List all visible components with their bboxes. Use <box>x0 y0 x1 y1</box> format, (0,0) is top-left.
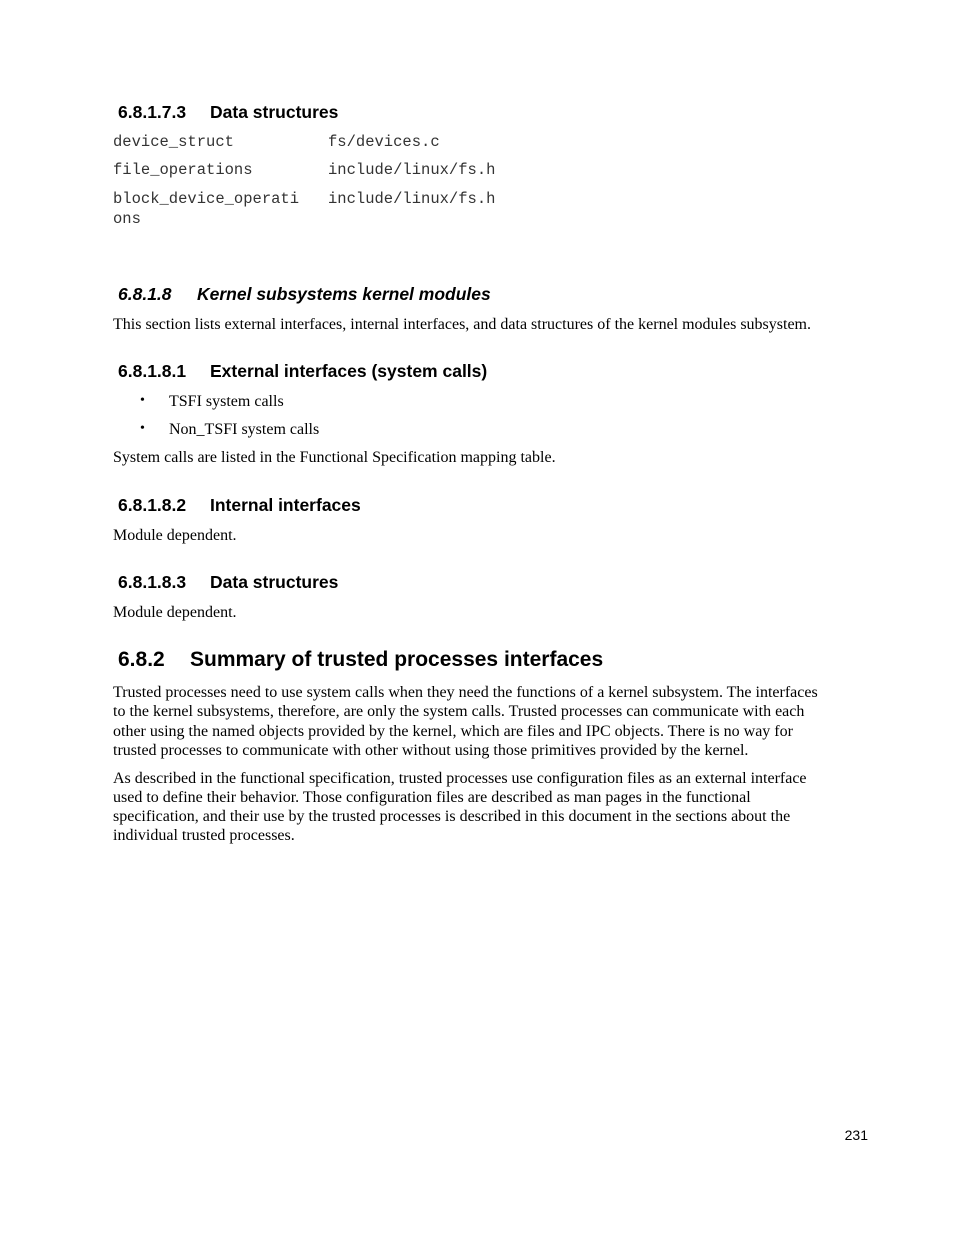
list-item: Non_TSFI system calls <box>169 421 320 438</box>
section-title: Internal interfaces <box>210 495 361 515</box>
paragraph-line: Trusted processes need to use system calls when they need the functions of a kernel subsystem. The interfaces <box>113 684 818 701</box>
section-title: Summary of trusted processes interfaces <box>190 648 604 671</box>
section-number: 6.8.1.8.2 <box>118 495 187 515</box>
paragraph-line: As described in the functional specification, trusted processes use configuration files as an external interface <box>113 770 807 787</box>
struct-file: include/linux/fs.h <box>328 190 496 208</box>
section-title: Kernel subsystems kernel modules <box>197 284 491 304</box>
struct-name: file_operations <box>113 161 253 179</box>
struct-name: block_device_operati ons <box>113 190 300 228</box>
paragraph-line: to the kernel subsystems, therefore, are only the system calls. Trusted processes can communicate with each <box>113 703 805 720</box>
bullet-icon: • <box>140 393 145 408</box>
bullet-icon: • <box>140 421 145 436</box>
paragraph-line: individual trusted processes. <box>113 827 295 844</box>
section-number: 6.8.1.8.1 <box>118 361 187 381</box>
section-title: External interfaces (system calls) <box>210 361 488 381</box>
struct-name: device_struct <box>113 133 234 151</box>
section-intro: This section lists external interfaces, internal interfaces, and data structures of the kernel modules subsystem. <box>113 316 811 333</box>
heading-6-8-1-7-3 <box>118 102 338 123</box>
heading-6-8-1-8-2 <box>118 495 361 516</box>
paragraph-line: trusted processes to communicate with other without using those primitives provided by the kernel. <box>113 742 749 759</box>
paragraph-line: used to define their behavior. Those configuration files are described as man pages in the functional <box>113 789 751 806</box>
section-body: Module dependent. <box>113 527 237 544</box>
heading-6-8-2 <box>118 648 603 672</box>
section-body: Module dependent. <box>113 604 237 621</box>
list-item: TSFI system calls <box>169 393 284 410</box>
section-number: 6.8.1.8 <box>118 284 172 304</box>
section-title: Data structures <box>210 102 339 122</box>
section-note: System calls are listed in the Functional Specification mapping table. <box>113 449 556 466</box>
heading-6-8-1-8-3 <box>118 572 338 593</box>
struct-file: include/linux/fs.h <box>328 161 496 179</box>
section-number: 6.8.1.7.3 <box>118 102 187 122</box>
page-number: 231 <box>844 1127 868 1143</box>
paragraph-line: other using the named objects provided by the kernel, which are files and IPC objects. There is no way for <box>113 723 793 740</box>
paragraph-line: specification, and their use by the trusted processes is described in this document in the sections about the <box>113 808 791 825</box>
heading-6-8-1-8 <box>118 284 491 305</box>
section-title: Data structures <box>210 572 339 592</box>
heading-6-8-1-8-1 <box>118 361 487 382</box>
section-number: 6.8.2 <box>118 648 165 671</box>
struct-file: fs/devices.c <box>328 133 440 151</box>
section-number: 6.8.1.8.3 <box>118 572 187 592</box>
